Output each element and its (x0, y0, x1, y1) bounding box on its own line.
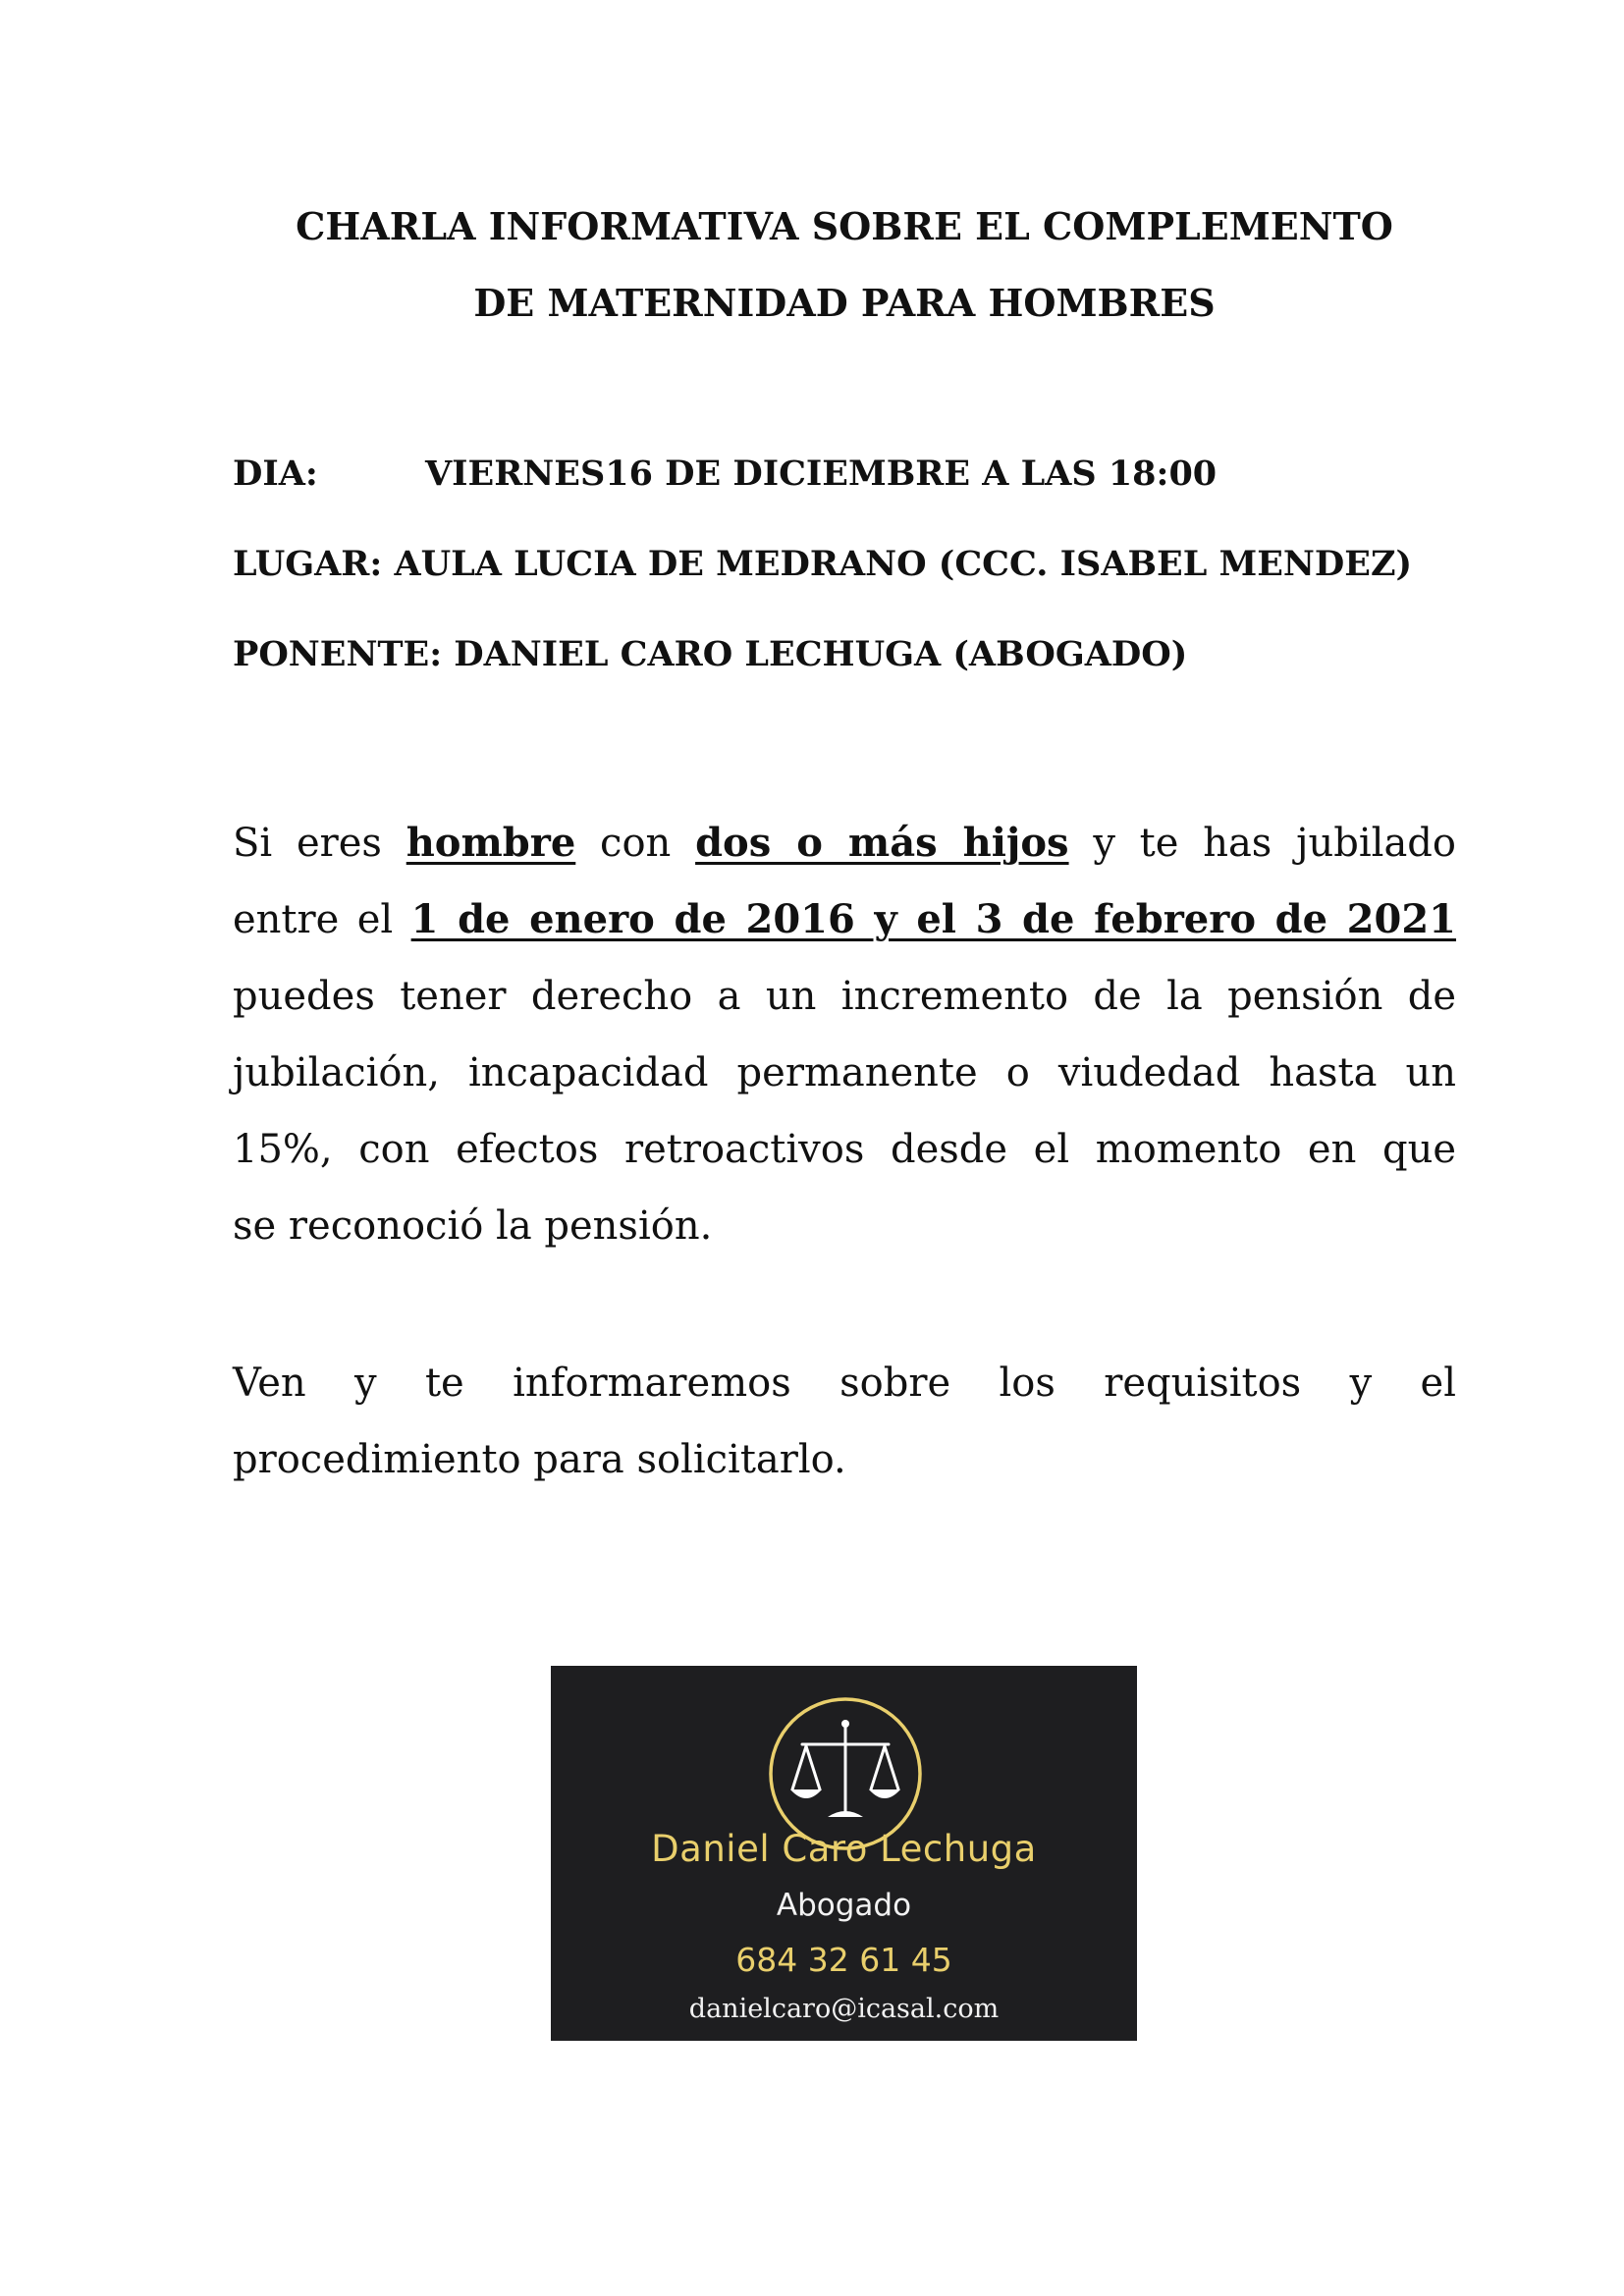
paragraph-line: jubilación, incapacidad permanente o viudedad hasta un (233, 1050, 1456, 1095)
highlight-hijos: dos o más hijos (695, 820, 1069, 866)
closing-paragraph (233, 1345, 1456, 1498)
main-paragraph (233, 805, 1456, 1264)
highlight-date-range: 1 de enero de 2016 y el 3 de febrero de 2021 (410, 896, 1457, 942)
highlight-hombre: hombre (406, 820, 576, 866)
event-location: LUGAR: AULA LUCIA DE MEDRANO (CCC. ISABEL MENDEZ) (233, 544, 1413, 584)
paragraph-line: 15%, con efectos retroactivos desde el momento en que (233, 1127, 1456, 1172)
phone-number: 684 32 61 45 (735, 1941, 952, 1979)
document-title (177, 188, 1512, 342)
title-line-2: DE MATERNIDAD PARA HOMBRES (473, 281, 1216, 325)
lawyer-name: Daniel Caro Lechuga (651, 1828, 1037, 1870)
paragraph-line (233, 881, 1456, 958)
text-fragment: entre el (233, 897, 411, 942)
paragraph-line: puedes tener derecho a un incremento de la pensión de (233, 974, 1456, 1019)
event-speaker: PONENTE: DANIEL CARO LECHUGA (ABOGADO) (233, 634, 1188, 674)
paragraph-line: Ven y te informaremos sobre los requisitos y el (233, 1361, 1456, 1406)
text-fragment: con (575, 821, 696, 866)
lawyer-title: Abogado (776, 1888, 912, 1923)
event-date-label: DIA: (233, 454, 318, 494)
text-fragment: Si eres (233, 821, 406, 866)
event-date-row (233, 454, 1218, 494)
business-card (551, 1666, 1137, 2041)
title-line-1: CHARLA INFORMATIVA SOBRE EL COMPLEMENTO (296, 204, 1393, 248)
text-fragment: y te has jubilado (1068, 821, 1456, 866)
paragraph-line (233, 805, 1456, 881)
paragraph-line: procedimiento para solicitarlo. (233, 1437, 846, 1482)
email-address: danielcaro@icasal.com (688, 1994, 1000, 2024)
paragraph-line: se reconoció la pensión. (233, 1203, 713, 1249)
event-date-value: VIERNES16 DE DICIEMBRE A LAS 18:00 (425, 454, 1218, 494)
